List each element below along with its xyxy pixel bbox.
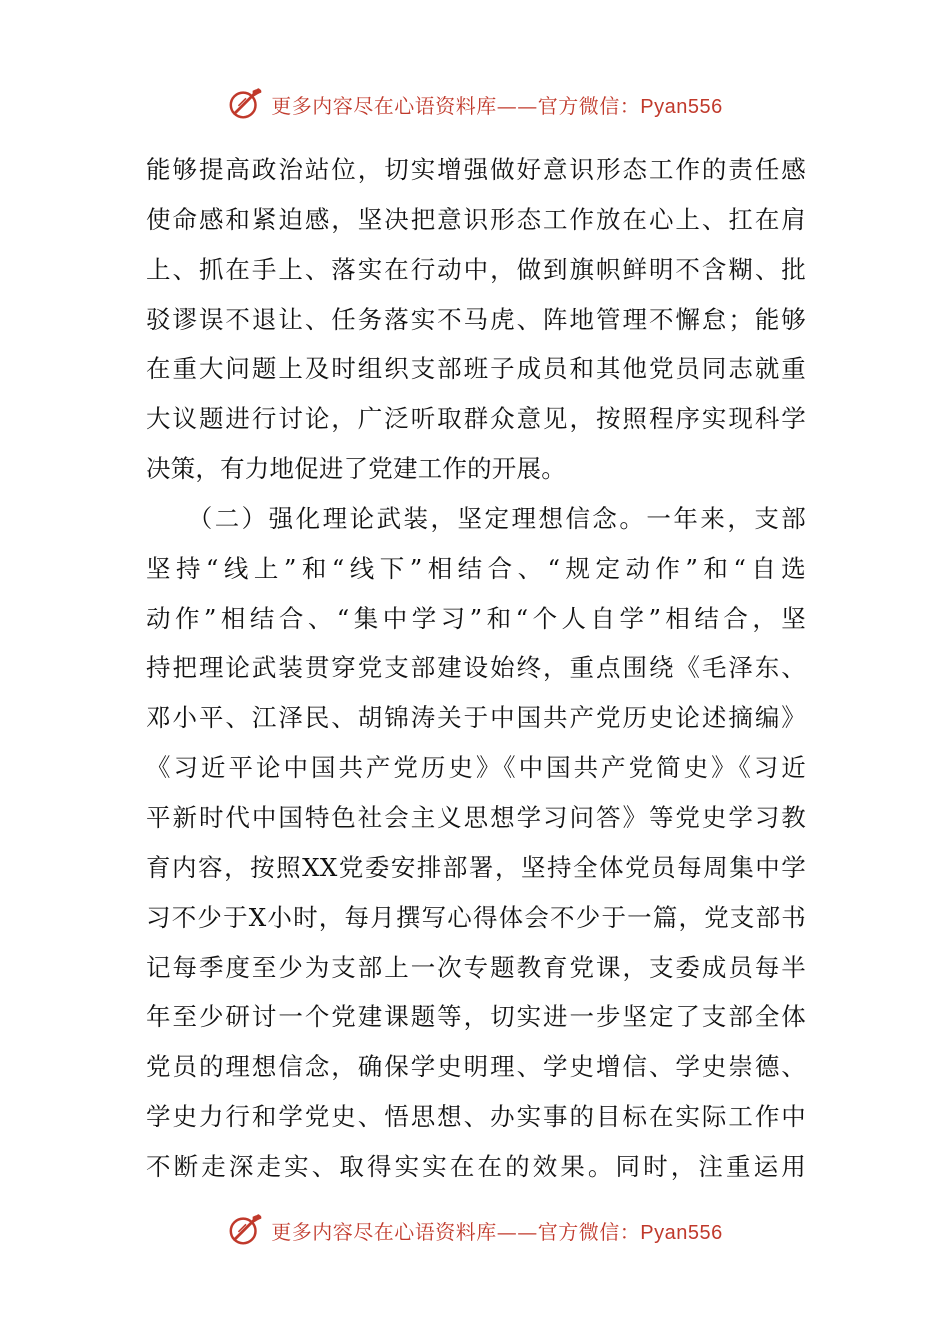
body-line: 邓小平、江泽民、胡锦涛关于中国共产党历史论述摘编》 bbox=[146, 703, 806, 733]
watermark-banner-top bbox=[0, 82, 950, 126]
section-heading-line: （二）强化理论武装，坚定理想信念。一年来，支部 bbox=[146, 503, 806, 533]
body-line: 平新时代中国特色社会主义思想学习问答》等党史学习教 bbox=[146, 802, 806, 832]
body-line: 记每季度至少为支部上一次专题教育党课，支委成员每半 bbox=[146, 952, 806, 982]
body-line: 持把理论武装贯穿党支部建设始终，重点围绕《毛泽东、 bbox=[146, 653, 806, 683]
body-line: 习不少于X小时，每月撰写心得体会不少于一篇，党支部书 bbox=[146, 902, 806, 932]
body-line: 驳谬误不退让、任务落实不马虎、阵地管理不懈怠；能够 bbox=[146, 304, 806, 334]
body-line: 坚持“线上”和“线下”相结合、“规定动作”和“自选 bbox=[146, 553, 806, 583]
body-line: 决策，有力地促进了党建工作的开展。 bbox=[146, 454, 566, 484]
body-line: 学史力行和学党史、悟思想、办实事的目标在实际工作中 bbox=[146, 1102, 806, 1132]
body-line: 育内容，按照XX党委安排部署，坚持全体党员每周集中学 bbox=[146, 852, 806, 882]
document-body bbox=[146, 145, 806, 1192]
watermark-text: 更多内容尽在心语资料库——官方微信：Pyan556 bbox=[271, 93, 723, 118]
quill-logo-icon bbox=[227, 85, 265, 123]
body-line: 使命感和紧迫感，坚决把意识形态工作放在心上、扛在肩 bbox=[146, 204, 806, 234]
quill-logo-icon bbox=[227, 1211, 265, 1249]
body-line: 《习近平论中国共产党历史》《中国共产党简史》《习近 bbox=[146, 753, 806, 783]
body-line: 上、抓在手上、落实在行动中，做到旗帜鲜明不含糊、批 bbox=[146, 254, 806, 284]
body-line: 动作”相结合、“集中学习”和“个人自学”相结合，坚 bbox=[146, 603, 806, 633]
body-line: 能够提高政治站位，切实增强做好意识形态工作的责任感 bbox=[146, 155, 806, 184]
watermark-text: 更多内容尽在心语资料库——官方微信：Pyan556 bbox=[271, 1219, 723, 1244]
body-line: 在重大问题上及时组织支部班子成员和其他党员同志就重 bbox=[146, 354, 806, 384]
body-line: 不断走深走实、取得实实在在的效果。同时，注重运用 bbox=[146, 1151, 806, 1181]
body-line: 年至少研讨一个党建课题等，切实进一步坚定了支部全体 bbox=[146, 1002, 806, 1032]
watermark-banner-bottom bbox=[0, 1208, 950, 1252]
body-line: 大议题进行讨论，广泛听取群众意见，按照程序实现科学 bbox=[146, 404, 806, 434]
body-line: 党员的理想信念，确保学史明理、学史增信、学史崇德、 bbox=[146, 1052, 806, 1082]
